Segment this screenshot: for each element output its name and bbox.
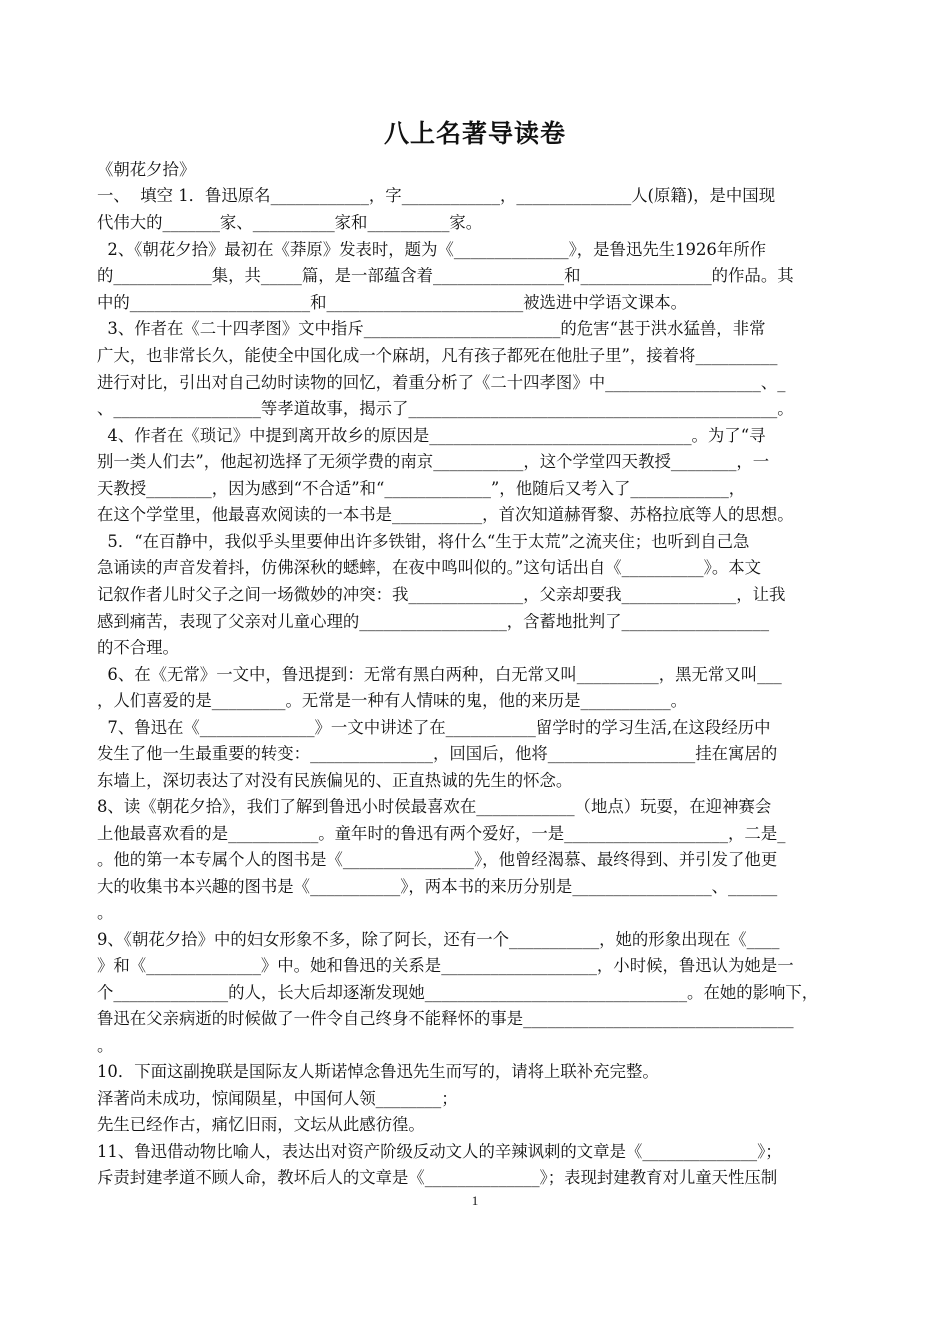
- text-line: 。: [97, 903, 114, 922]
- text-line: 个______________的人，长大后却逐渐发现她________________________________。在她的影响下，: [97, 983, 819, 1002]
- text-line: 代伟大的_______家、__________家和__________家。: [97, 213, 483, 232]
- text-line: 10．下面这副挽联是国际友人斯诺悼念鲁迅先生而写的，请将上联补充完整。: [97, 1062, 659, 1081]
- text-line: 》和《______________》中。她和鲁迅的关系是___________________，小时候，鲁迅认为她是一: [97, 956, 794, 975]
- text-line: 《朝花夕拾》: [97, 160, 196, 179]
- text-line: 天教授________，因为感到“不合适”和“_____________”，他随后又考入了____________，: [97, 479, 746, 498]
- text-line: 先生已经作古，痛忆旧雨，文坛从此感彷徨。: [97, 1115, 425, 1134]
- text-line: 2、《朝花夕拾》最初在《莽原》发表时，题为《______________》，是鲁迅先生1926年所作: [97, 240, 767, 259]
- text-line: 的不合理。: [97, 638, 179, 657]
- text-line: 大的收集书本兴趣的图书是《___________》，两本书的来历分别是_________________、______: [97, 877, 778, 896]
- text-line: 。: [97, 1036, 114, 1055]
- text-line: 3、作者在《二十四孝图》文中指斥________________________的危害“甚于洪水猛兽，非常: [97, 319, 766, 338]
- text-line: 上他最喜欢看的是___________。童年时的鲁迅有两个爱好，一是____________________，二是_: [97, 824, 786, 843]
- text-line: 急诵读的声音发着抖，仿佛深秋的蟋蟀，在夜中鸣叫似的。”这句话出自《__________》。本文: [97, 558, 761, 577]
- text-line: 6、在《无常》一文中，鲁迅提到：无常有黑白两种，白无常又叫__________，黑无常又叫___: [97, 665, 782, 684]
- text-line: 5．“在百静中，我似乎头里要伸出许多铁钳，将什么“生于太荒”之流夹住；也听到自己急: [97, 532, 750, 551]
- text-line: 7、鲁迅在《______________》一文中讲述了在___________留学时的学习生活,在这段经历中: [97, 718, 771, 737]
- text-line: 斥责封建孝道不顾人命，教坏后人的文章是《______________》；表现封建教育对儿童天性压制: [97, 1168, 778, 1187]
- text-line: 鲁迅在父亲病逝的时候做了一件令自己终身不能释怀的事是_________________________________: [97, 1009, 794, 1028]
- text-line: 感到痛苦，表现了父亲对儿童心理的__________________，含蓄地批判了__________________: [97, 612, 770, 631]
- text-line: 泽著尚未成功，惊闻陨星，中国何人领________；: [97, 1089, 458, 1108]
- text-line: 在这个学堂里，他最喜欢阅读的一本书是___________，首次知道赫胥黎、苏格拉底等人的思想。: [97, 505, 794, 524]
- text-line: 4、作者在《琐记》中提到离开故乡的原因是________________________________。为了“寻: [97, 426, 766, 445]
- text-line: 、__________________等孝道故事，揭示了_____________________________________________。: [97, 399, 794, 418]
- text-line: 东墙上，深切表达了对没有民族偏见的、正直热诚的先生的怀念。: [97, 771, 573, 790]
- text-line: 9、《朝花夕拾》中的妇女形象不多，除了阿长，还有一个___________，她的形象出现在《____: [97, 930, 780, 949]
- page-title: 八上名著导读卷: [383, 119, 566, 148]
- text-line: ，人们喜爱的是_________。无常是一种有人情味的鬼，他的来历是___________。: [97, 691, 688, 710]
- text-line: 发生了他一生最重要的转变：_______________，回国后，他将__________________挂在寓居的: [97, 744, 778, 763]
- text-line: 记叙作者儿时父子之间一场微妙的冲突：我______________，父亲却要我______________，让我: [97, 585, 786, 604]
- text-line: 别一类人们去”，他起初选择了无须学费的南京___________，这个学堂四天教授________，一: [97, 452, 770, 471]
- text-line: 11、鲁迅借动物比喻人，表达出对资产阶级反动文人的辛辣讽刺的文章是《______________》；: [97, 1142, 782, 1161]
- text-line: 8、读《朝花夕拾》，我们了解到鲁迅小时侯最喜欢在____________（地点）玩耍，在迎神赛会: [97, 797, 772, 816]
- text-line: 广大，也非常长久，能使全中国化成一个麻胡，凡有孩子都死在他肚子里”，接着将__________: [97, 346, 778, 365]
- text-line: 一、 填空 1．鲁迅原名____________，字____________，______________人(原籍)，是中国现: [97, 186, 776, 205]
- text-line: 进行对比，引出对自己幼时读物的回忆，着重分析了《二十四孝图》中___________________、_: [97, 373, 786, 392]
- text-line: 中的______________________和________________________被选进中学语文课本。: [97, 293, 688, 312]
- page-number: 1: [471, 1193, 479, 1208]
- text-line: 。他的第一本专属个人的图书是《________________》，他曾经渴慕、最终得到、并引发了他更: [97, 850, 778, 869]
- text-line: 的____________集，共_____篇，是一部蕴含着________________和________________的作品。其: [97, 266, 794, 285]
